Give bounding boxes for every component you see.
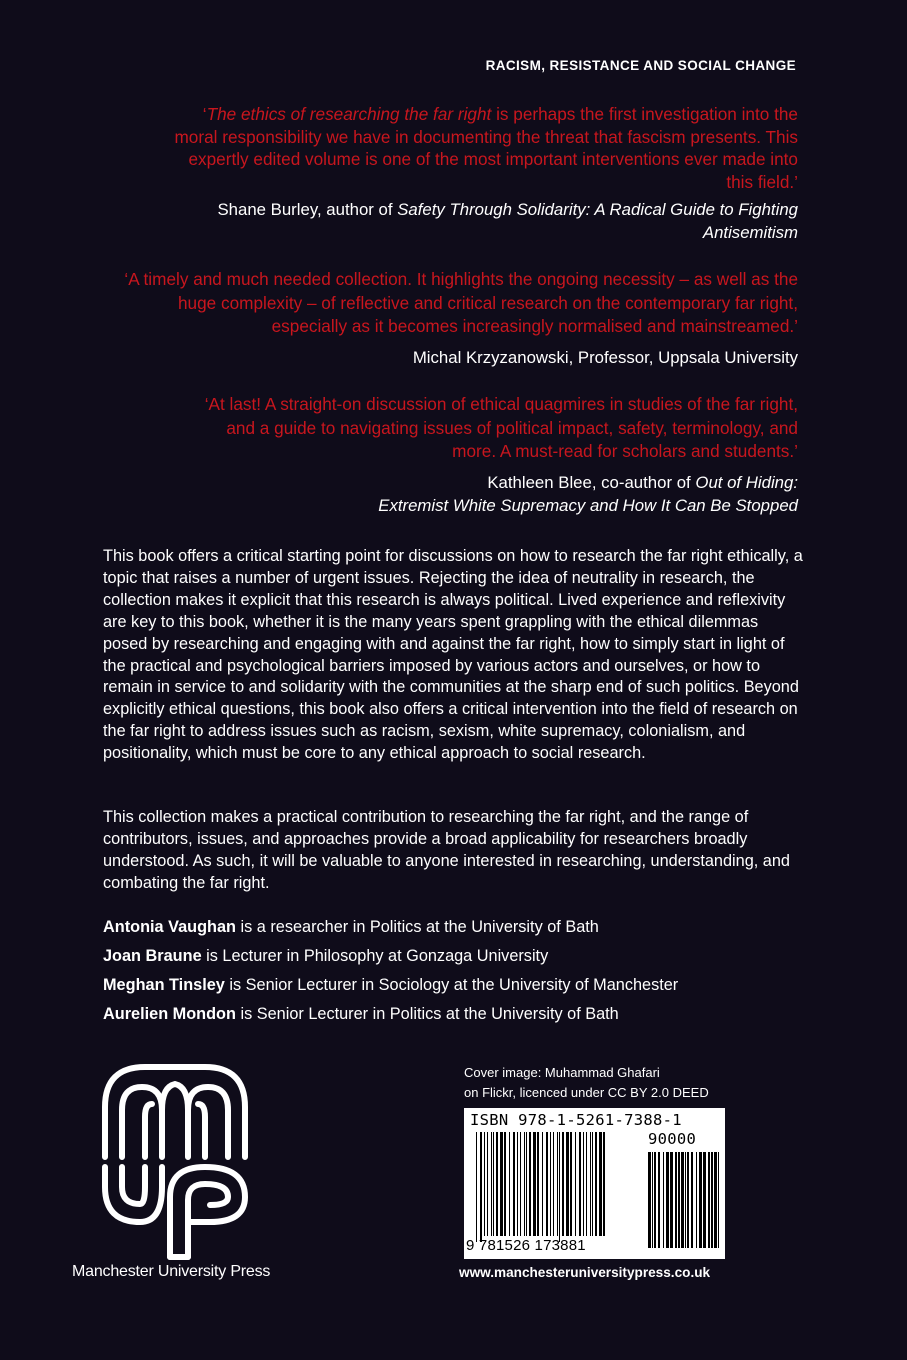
barcode-addon-digits: 90000: [648, 1130, 697, 1148]
ean-digits: 9 781526 173881: [466, 1237, 586, 1254]
editor-name: Antonia Vaughan: [103, 918, 236, 936]
quote-open-mark: ‘: [202, 104, 207, 124]
endorsement-quote-2: ‘A timely and much needed collection. It highlights the ongoing necessity – as well as the huge complexity – of reflective and critical research on the contemporary far right, especially as it becomes increasingly normalised and mainstreamed.’: [124, 269, 798, 336]
editor-bio: [103, 946, 803, 967]
attribution-book-subtitle: Extremist White Supremacy and How It Can Be Stopped: [378, 495, 798, 515]
quote-text: is perhaps the first investigation into the moral responsibility we have in documenting the threat that fascism presents. This expertly edited volume is one of the most important interventions ever made into this field.’: [174, 104, 798, 192]
endorsement-quote-1: [158, 103, 798, 193]
editor-role: is a researcher in Politics at the University of Bath: [235, 918, 599, 936]
mup-logo-icon: [100, 1062, 250, 1262]
editor-bio: [103, 975, 803, 996]
endorsement-attribution-2: Michal Krzyzanowski, Professor, Uppsala University: [412, 348, 798, 367]
book-title-italic: The ethics of researching the far right: [206, 104, 492, 124]
attribution-author: Shane Burley, author of: [217, 200, 398, 219]
isbn-label: ISBN 978-1-5261-7388-1: [470, 1111, 682, 1129]
publisher-website[interactable]: www.manchesteruniversitypress.co.uk: [459, 1265, 711, 1280]
editor-role: is Lecturer in Philosophy at Gonzaga University: [201, 947, 549, 965]
cover-credit-line-2: on Flickr, licenced under CC BY 2.0 DEED: [464, 1085, 709, 1100]
isbn-barcode: [464, 1108, 725, 1259]
cover-credit-line-1: Cover image: Muhammad Ghafari: [464, 1065, 660, 1080]
attribution-book: Safety Through Solidarity: A Radical Guide to Fighting Antisemitism: [397, 200, 798, 242]
endorsement-attribution-3: [158, 472, 798, 517]
description-paragraph-2: This collection makes a practical contribution to researching the far right, and the range of contributors, issues, and approaches provide a broad applicability for researchers broadly understood. As such, it will be valuable to anyone interested in researching, understanding, and combating the far right.: [103, 808, 790, 892]
endorsement-quote-3: ‘At last! A straight-on discussion of ethical quagmires in studies of the far right, and a guide to navigating issues of political impact, safety, terminology, and more. A must-read for scholars and students.’: [204, 394, 798, 461]
editor-bio: [103, 917, 803, 938]
editor-name: Aurelien Mondon: [103, 1005, 236, 1023]
series-title: RACISM, RESISTANCE AND SOCIAL CHANGE: [485, 58, 796, 73]
description-paragraph-1: This book offers a critical starting point for discussions on how to research the far right ethically, a topic that raises a number of urgent issues. Rejecting the idea of neutrality in research, the collection makes it explicit that this research is always political. Lived experience and reflexivity are key to this book, whether it is the many years spent grappling with the ethical dilemmas posed by researching and engaging with and against the far right, how to simply start in light of the practical and psychological barriers imposed by various actors and ourselves, or how to remain in service to and solidarity with the communities at the sharp end of such politics. Beyond explicitly ethical questions, this book also offers a critical intervention into the field of research on the far right to address issues such as racism, sexism, white supremacy, colonialism, and positionality, which must be core to any ethical approach to social research.: [103, 547, 803, 763]
attribution-book: Out of Hiding:: [695, 473, 798, 492]
editor-bio: [103, 1004, 803, 1025]
editor-name: Joan Braune: [103, 947, 202, 965]
editor-role: is Senior Lecturer in Politics at the University of Bath: [235, 1005, 619, 1023]
endorsement-attribution-1: [158, 199, 798, 244]
attribution-author: Kathleen Blee, co-author of: [487, 473, 696, 492]
editor-name: Meghan Tinsley: [103, 976, 225, 994]
editor-role: is Senior Lecturer in Sociology at the University of Manchester: [224, 976, 679, 994]
cover-credit: [464, 1063, 754, 1103]
publisher-name: Manchester University Press: [72, 1263, 271, 1280]
